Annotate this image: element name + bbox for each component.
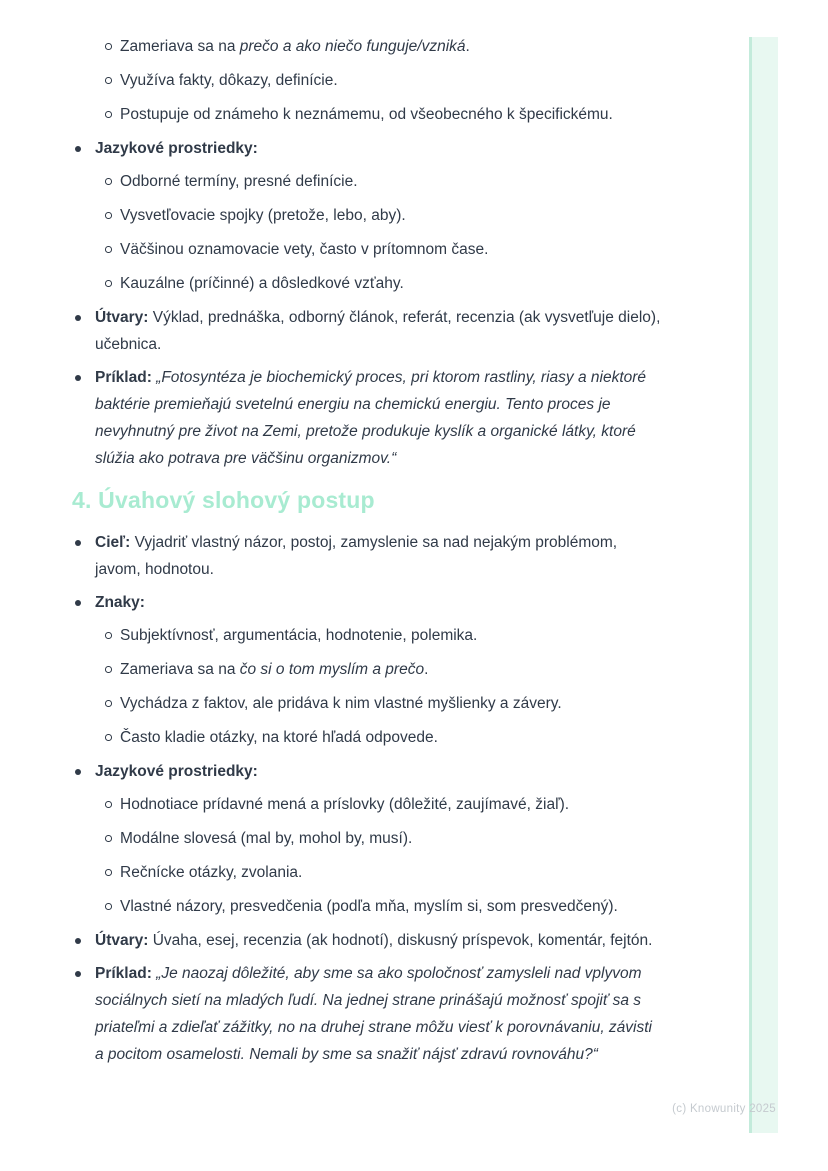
text-run: Príklad: [95, 369, 152, 386]
text-run: Vychádza z faktov, ale pridáva k nim vlastné myšlienky a závery. [120, 695, 562, 712]
list-subitem [104, 893, 664, 920]
item-text [120, 859, 664, 886]
bullet-icon [72, 304, 95, 331]
text-run: . [424, 661, 429, 678]
item-text [120, 656, 664, 683]
sub-list [72, 622, 664, 751]
item-text [120, 168, 664, 195]
text-run: . [465, 38, 470, 55]
list-subitem [104, 622, 664, 649]
item-text [120, 202, 664, 229]
item-text [120, 622, 664, 649]
text-run: Často kladie otázky, na ktoré hľadá odpovede. [120, 729, 438, 746]
item-text [120, 825, 664, 852]
bullet-icon [72, 589, 95, 616]
bullet-icon [72, 758, 95, 785]
text-run: čo si o tom myslím a prečo [239, 661, 425, 678]
text-run: Väčšinou oznamovacie vety, často v prítomnom čase. [120, 241, 489, 258]
text-run: Hodnotiace prídavné mená a príslovky (dôležité, zaujímavé, žiaľ). [120, 796, 570, 813]
list-subitem [104, 168, 664, 195]
circle-bullet-icon [104, 202, 120, 229]
item-text [95, 589, 664, 616]
list-subitem [104, 236, 664, 263]
text-run: „Fotosyntéza je biochemický proces, pri ktorom rastliny, riasy a niektoré baktérie premieňajú svetelnú energiu na chemickú energiu. Tento proces je nevyhnutný pre život na Zemi, pretože produkuje kyslík a organické látky, ktoré slúžia ako potrava pre väčšinu organizmov.“ [95, 369, 647, 467]
list-subitem [104, 825, 664, 852]
bullet-icon [72, 529, 95, 556]
circle-bullet-icon [104, 724, 120, 751]
list-item [72, 364, 664, 472]
item-text [95, 927, 664, 954]
text-run: Zameriava sa na [120, 38, 240, 55]
item-text [120, 67, 664, 94]
bullet-icon [72, 927, 95, 954]
list-subitem [104, 101, 664, 128]
item-text [120, 791, 664, 818]
text-run: Úvaha, esej, recenzia (ak hodnotí), diskusný príspevok, komentár, fejtón. [148, 932, 653, 949]
circle-bullet-icon [104, 622, 120, 649]
item-text [95, 304, 664, 358]
item-text [95, 758, 664, 785]
item-text [95, 364, 664, 472]
circle-bullet-icon [104, 656, 120, 683]
text-run: Modálne slovesá (mal by, mohol by, musí). [120, 830, 413, 847]
list-item [72, 304, 664, 358]
circle-bullet-icon [104, 825, 120, 852]
text-run: prečo a ako niečo funguje/vzniká [239, 38, 466, 55]
list-subitem [104, 270, 664, 297]
bullet-icon [72, 135, 95, 162]
text-run: Odborné termíny, presné definície. [120, 173, 358, 190]
list-subitem [104, 791, 664, 818]
text-run: Útvary: [95, 309, 149, 326]
circle-bullet-icon [104, 101, 120, 128]
item-text [120, 724, 664, 751]
list-subitem [104, 202, 664, 229]
item-text [120, 270, 664, 297]
sub-list [72, 33, 664, 128]
circle-bullet-icon [104, 859, 120, 886]
text-run: Zameriava sa na [120, 661, 240, 678]
list-item [72, 960, 664, 1068]
list-subitem [104, 690, 664, 717]
list-item [72, 589, 664, 616]
bullet-icon [72, 364, 95, 391]
text-run: Výklad, prednáška, odborný článok, referát, recenzia (ak vysvetľuje dielo), učebnica. [95, 309, 661, 353]
circle-bullet-icon [104, 67, 120, 94]
list-subitem [104, 67, 664, 94]
text-run: Útvary: [95, 932, 149, 949]
accent-bar [749, 37, 778, 1133]
list-subitem [104, 33, 664, 60]
list-item [72, 758, 664, 785]
text-run: Vyjadriť vlastný názor, postoj, zamyslenie sa nad nejakým problémom, javom, hodnotou. [95, 534, 618, 578]
bullet-icon [72, 960, 95, 987]
watermark: (c) Knowunity 2025 [672, 1103, 776, 1115]
circle-bullet-icon [104, 791, 120, 818]
text-run: Jazykové prostriedky: [95, 763, 258, 780]
circle-bullet-icon [104, 690, 120, 717]
circle-bullet-icon [104, 33, 120, 60]
doc-content [72, 33, 664, 1074]
section-heading: 4. Úvahový slohový postup [72, 487, 375, 513]
list-subitem [104, 724, 664, 751]
text-run: Vysvetľovacie spojky (pretože, lebo, aby). [120, 207, 406, 224]
text-run: Rečnícke otázky, zvolania. [120, 864, 303, 881]
sub-list [72, 791, 664, 920]
list-item [72, 529, 664, 583]
item-text [95, 529, 664, 583]
circle-bullet-icon [104, 168, 120, 195]
list-subitem [104, 859, 664, 886]
sub-list [72, 168, 664, 297]
circle-bullet-icon [104, 893, 120, 920]
text-run: Cieľ: [95, 534, 131, 551]
text-run: „Je naozaj dôležité, aby sme sa ako spoločnosť zamysleli nad vplyvom sociálnych sietí na mladých ľudí. Na jednej strane prinášajú možnosť spojiť sa s priateľmi a zdieľať zážitky, no na druhej strane môžu viesť k porovnávaniu, závisti a pocitom osamelosti. Nemali by sme sa snažiť nájsť zdravú rovnováhu?“ [95, 965, 653, 1063]
text-run: Subjektívnosť, argumentácia, hodnotenie, polemika. [120, 627, 478, 644]
item-text [95, 135, 664, 162]
item-text [120, 33, 664, 60]
text-run: Jazykové prostriedky: [95, 140, 258, 157]
item-text [120, 101, 664, 128]
list-item [72, 927, 664, 954]
text-run: Kauzálne (príčinné) a dôsledkové vzťahy. [120, 275, 404, 292]
list-subitem [104, 656, 664, 683]
text-run: Vlastné názory, presvedčenia (podľa mňa, myslím si, som presvedčený). [120, 898, 618, 915]
circle-bullet-icon [104, 270, 120, 297]
item-text [120, 690, 664, 717]
item-text [95, 960, 664, 1068]
text-run: Postupuje od známeho k neznámemu, od všeobecného k špecifickému. [120, 106, 613, 123]
item-text [120, 236, 664, 263]
text-run: Znaky: [95, 594, 145, 611]
list-item [72, 135, 664, 162]
item-text [120, 893, 664, 920]
circle-bullet-icon [104, 236, 120, 263]
text-run: Príklad: [95, 965, 152, 982]
text-run: Využíva fakty, dôkazy, definície. [120, 72, 338, 89]
